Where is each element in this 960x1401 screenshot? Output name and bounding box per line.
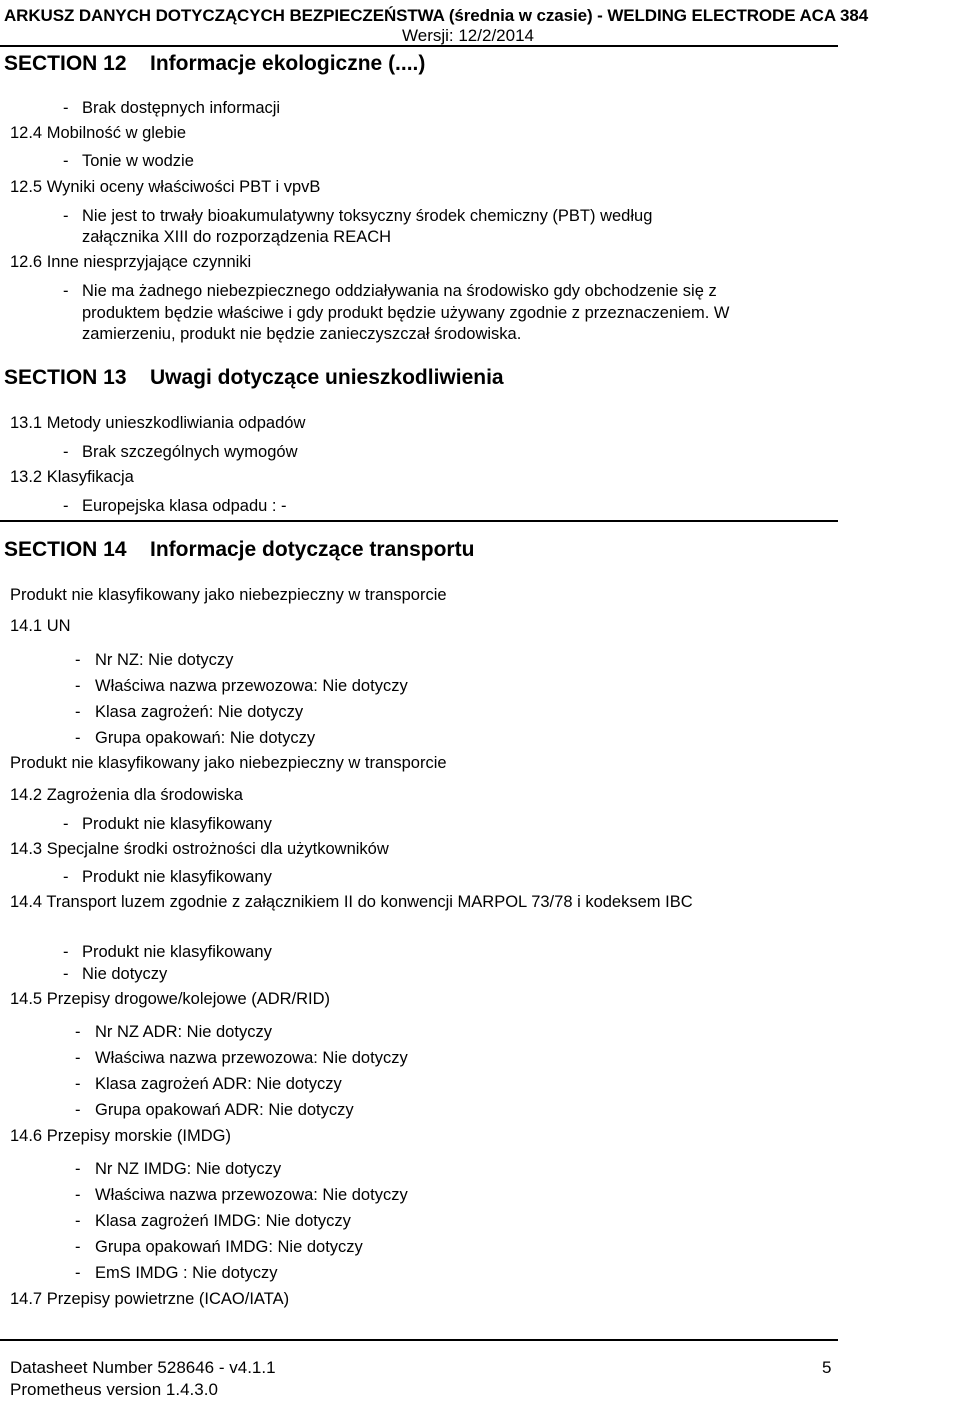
s12-pbt-line1: Nie jest to trwały bioakumulatywny toksyczny środek chemiczny (PBT) według xyxy=(82,207,653,225)
footer-rule xyxy=(0,1339,838,1341)
bullet-dash: - xyxy=(75,1238,81,1256)
imdg-shipping-name: Właściwa nazwa przewozowa: Nie dotyczy xyxy=(95,1186,408,1204)
bullet-dash: - xyxy=(75,1023,81,1041)
bullet-dash: - xyxy=(63,282,69,300)
imdg-ems: EmS IMDG : Nie dotyczy xyxy=(95,1264,278,1282)
subheading-12-4: 12.4 Mobilność w glebie xyxy=(10,124,187,142)
subheading-14-2: 14.2 Zagrożenia dla środowiska xyxy=(10,786,243,804)
un-hazard-class: Klasa zagrożeń: Nie dotyczy xyxy=(95,703,304,721)
bullet-dash: - xyxy=(75,1049,81,1067)
subheading-13-1: 13.1 Metody unieszkodliwiania odpadów xyxy=(10,414,306,432)
bullet-dash: - xyxy=(63,99,69,117)
s14-4-value-2: Nie dotyczy xyxy=(82,965,168,983)
subheading-13-2: 13.2 Klasyfikacja xyxy=(10,468,134,486)
s12-other-line2: produktem będzie właściwe i gdy produkt będzie używany zgodnie z przeznaczeniem. W xyxy=(82,304,730,322)
header-rule xyxy=(0,45,838,47)
subheading-14-5: 14.5 Przepisy drogowe/kolejowe (ADR/RID) xyxy=(10,990,331,1008)
bullet-dash: - xyxy=(63,207,69,225)
subheading-12-6: 12.6 Inne niesprzyjające czynniki xyxy=(10,253,252,271)
subheading-14-3: 14.3 Specjalne środki ostrożności dla użytkowników xyxy=(10,840,389,858)
section-12-label: SECTION 12 xyxy=(4,52,127,75)
subheading-12-5: 12.5 Wyniki oceny właściwości PBT i vpvB xyxy=(10,178,321,196)
bullet-dash: - xyxy=(75,1075,81,1093)
s12-sinks: Tonie w wodzie xyxy=(82,152,194,170)
adr-shipping-name: Właściwa nazwa przewozowa: Nie dotyczy xyxy=(95,1049,408,1067)
datasheet-number: Datasheet Number 528646 - v4.1.1 xyxy=(10,1358,276,1377)
s13-no-requirements: Brak szczególnych wymogów xyxy=(82,443,298,461)
s14-intro: Produkt nie klasyfikowany jako niebezpieczny w transporcie xyxy=(10,586,447,604)
s12-pbt-line2: załącznika XIII do rozporządzenia REACH xyxy=(82,228,392,246)
s12-other-line1: Nie ma żadnego niebezpiecznego oddziaływania na środowisko gdy obchodzenie się z xyxy=(82,282,717,300)
s13-waste-class: Europejska klasa odpadu : - xyxy=(82,497,287,515)
bullet-dash: - xyxy=(75,1101,81,1119)
section-13-title: Uwagi dotyczące unieszkodliwienia xyxy=(150,366,504,389)
bullet-dash: - xyxy=(75,729,81,747)
adr-packing-group: Grupa opakowań ADR: Nie dotyczy xyxy=(95,1101,354,1119)
s14-intro-repeat: Produkt nie klasyfikowany jako niebezpieczny w transporcie xyxy=(10,754,447,772)
imdg-hazard-class: Klasa zagrożeń IMDG: Nie dotyczy xyxy=(95,1212,351,1230)
un-shipping-name: Właściwa nazwa przewozowa: Nie dotyczy xyxy=(95,677,408,695)
subheading-14-7: 14.7 Przepisy powietrzne (ICAO/IATA) xyxy=(10,1290,290,1308)
adr-un-number: Nr NZ ADR: Nie dotyczy xyxy=(95,1023,272,1041)
subheading-14-1: 14.1 UN xyxy=(10,617,71,635)
bullet-dash: - xyxy=(75,677,81,695)
bullet-dash: - xyxy=(63,152,69,170)
s14-4-value-1: Produkt nie klasyfikowany xyxy=(82,943,272,961)
prometheus-version: Prometheus version 1.4.3.0 xyxy=(10,1380,218,1399)
bullet-dash: - xyxy=(63,868,69,886)
bullet-dash: - xyxy=(75,1160,81,1178)
bullet-dash: - xyxy=(75,703,81,721)
section-14-title: Informacje dotyczące transportu xyxy=(150,538,475,561)
bullet-dash: - xyxy=(63,965,69,983)
s12-other-line3: zamierzeniu, produkt nie będzie zanieczyszczał środowiska. xyxy=(82,325,522,343)
section-rule xyxy=(0,520,838,522)
subheading-14-6: 14.6 Przepisy morskie (IMDG) xyxy=(10,1127,231,1145)
bullet-dash: - xyxy=(75,1212,81,1230)
page-number: 5 xyxy=(822,1358,832,1377)
version-date: Wersji: 12/2/2014 xyxy=(402,26,534,45)
bullet-dash: - xyxy=(63,497,69,515)
section-14-label: SECTION 14 xyxy=(4,538,127,561)
s14-2-value: Produkt nie klasyfikowany xyxy=(82,815,272,833)
subheading-14-4: 14.4 Transport luzem zgodnie z załącznikiem II do konwencji MARPOL 73/78 i kodeksem IBC xyxy=(10,893,693,911)
bullet-dash: - xyxy=(63,943,69,961)
adr-hazard-class: Klasa zagrożeń ADR: Nie dotyczy xyxy=(95,1075,342,1093)
bullet-dash: - xyxy=(75,1186,81,1204)
bullet-dash: - xyxy=(75,1264,81,1282)
un-number: Nr NZ: Nie dotyczy xyxy=(95,651,234,669)
bullet-dash: - xyxy=(63,815,69,833)
un-packing-group: Grupa opakowań: Nie dotyczy xyxy=(95,729,316,747)
bullet-dash: - xyxy=(63,443,69,461)
section-12-title: Informacje ekologiczne (....) xyxy=(150,52,426,75)
bullet-dash: - xyxy=(75,651,81,669)
imdg-packing-group: Grupa opakowań IMDG: Nie dotyczy xyxy=(95,1238,363,1256)
section-13-label: SECTION 13 xyxy=(4,366,127,389)
imdg-un-number: Nr NZ IMDG: Nie dotyczy xyxy=(95,1160,282,1178)
document-title: ARKUSZ DANYCH DOTYCZĄCYCH BEZPIECZEŃSTWA (średnia w czasie) - WELDING ELECTRODE ACA 384 xyxy=(4,6,869,25)
s14-3-value: Produkt nie klasyfikowany xyxy=(82,868,272,886)
s12-no-info: Brak dostępnych informacji xyxy=(82,99,281,117)
